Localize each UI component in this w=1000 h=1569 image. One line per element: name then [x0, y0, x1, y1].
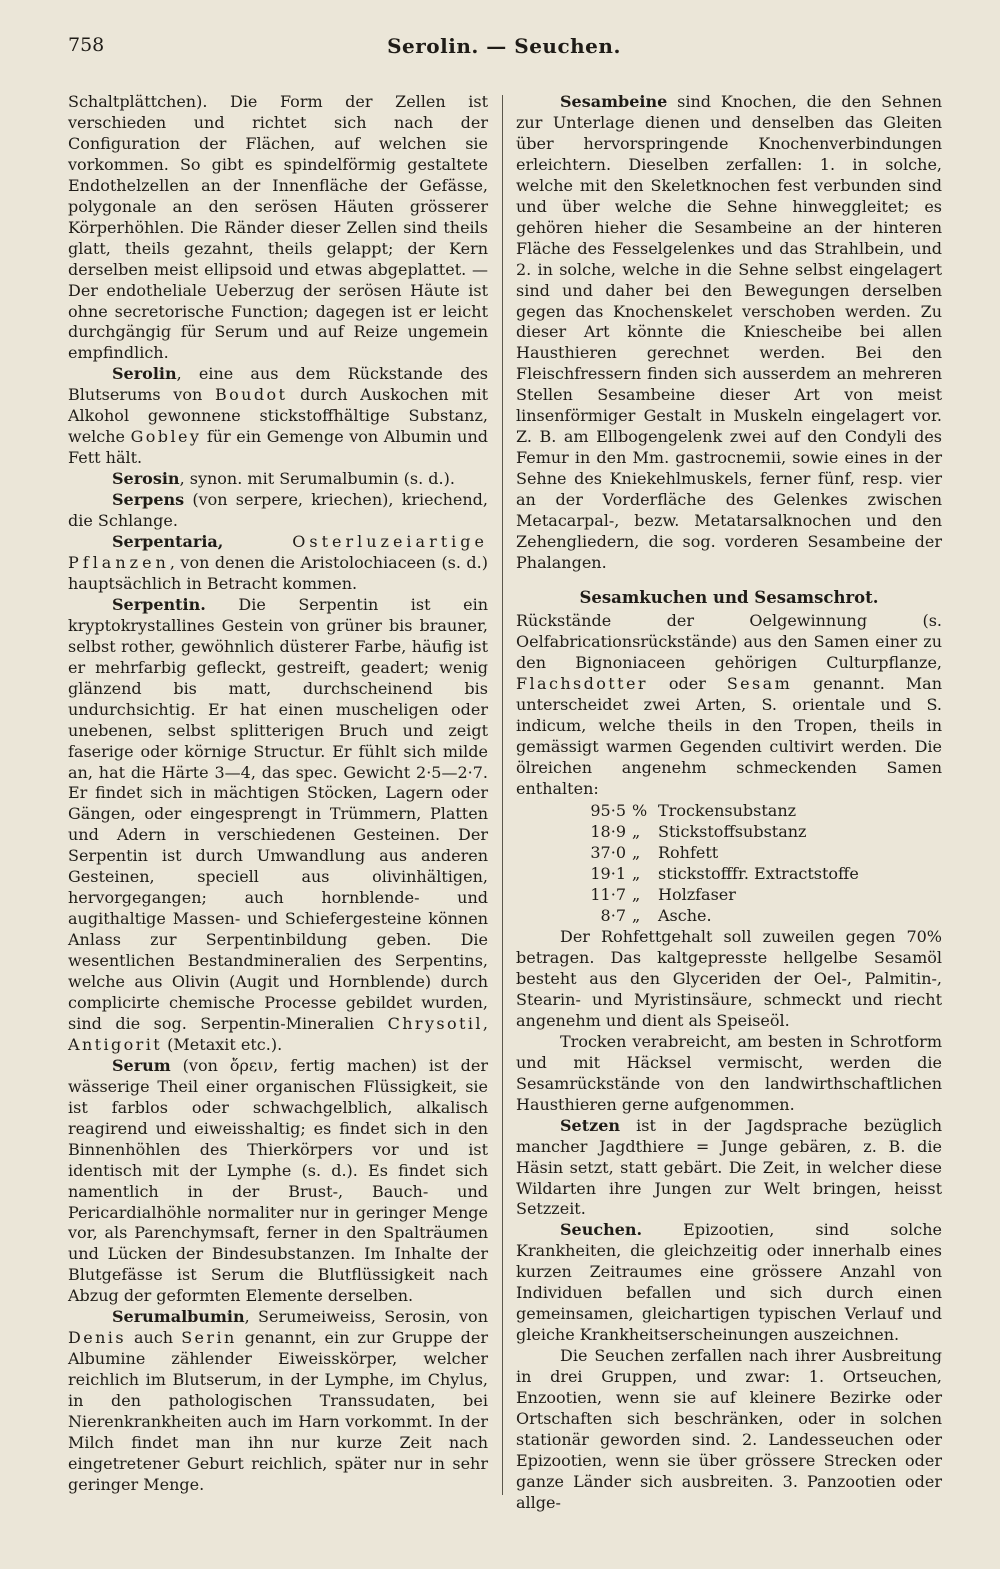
spaced-term: Antigorit	[68, 1034, 163, 1054]
person-name: Boudot	[214, 385, 288, 405]
page-number: 758	[68, 34, 105, 56]
entry-headword: Sesambeine	[560, 92, 668, 111]
composition-row: 18·9 „ Stickstoffsubstanz	[590, 822, 807, 842]
person-name: Gobley	[130, 427, 202, 447]
composition-row: 19·1 „ stickstofffr. Extractstoffe	[590, 864, 859, 884]
spaced-term: Chrysotil	[387, 1013, 483, 1033]
entry-headword: Serolin	[112, 364, 177, 384]
entry-headword: Serum	[112, 1055, 171, 1075]
spaced-term: Serin	[181, 1328, 237, 1348]
endothel-continuation: Schaltplättchen). Die Form der Zellen ist verschieden und richtet sich nach der Configuration der Flächen, auf welchen sie vorkommen. So gibt es spindelförmig gestaltete Endothelzellen an der Innenfläche der Gefässe, polygonale an den serösen Häuten grösserer Körperhöhlen. Die Ränder dieser Zellen sind theils glatt, theils gezahnt, theils gelappt; der Kern derselben meist ellipsoid und etwas abgeplattet. — Der endotheliale Ueberzug der serösen Häute ist ohne secretorische Function; dagegen ist er leicht durchgängig für Serum und auf Reize ungemein empfindlich.	[68, 92, 488, 363]
right-column	[516, 92, 942, 1514]
spaced-term: Sesam	[726, 673, 793, 693]
entry-headword: Serpens	[112, 490, 185, 510]
entry-serpentaria: Serpentaria, Osterluzeiartige Pflanzen, von denen die Aristolochiaceen (s. d.) hauptsächlich in Betracht kommen.	[68, 532, 488, 593]
page-header	[68, 34, 940, 68]
entry-sesambeine: Sesambeine sind Knochen, die den Sehnen zur Unterlage dienen und denselben das Gleiten über hervorspringende Knochenverbindungen erleichtern. Dieselben zerfallen: 1. in solche, welche mit den Skeletknochen fest verbunden sind und über welche die Sehne hinweggleitet; es gehören hieher die Sesambeine an der hinteren Fläche des Fesselgelenkes und das Strahlbein, und 2. in solche, welche in die Sehne selbst eingelagert sind und daher bei den Bewegungen derselben gegen das Knochenskelet verschoben werden. Zu dieser Art könnte die Kniescheibe bei allen Hausthieren gerechnet werden. Bei den Fleischfressern finden sich ausserdem an mehreren Stellen Sesambeine dieser Art von meist linsenförmiger Gestalt in Muskeln eingelagert vor. Z. B. am Ellbogengelenk zwei auf den Condyli des Femur in den Mm. gastrocnemii, sowie eines in der Sehne des Kniekehlmuskels, ferner fünf, resp. vier an der Vorderfläche des Gelenkes zwischen Metacarpal-, bezw. Metatarsalknochen und den Zehengliedern, die sog. vorderen Sesambeine der Phalangen.	[516, 92, 942, 572]
spaced-term: Osterluzeiartige Pflanzen	[68, 532, 488, 572]
composition-table	[516, 801, 942, 927]
person-name: Denis	[68, 1328, 126, 1348]
entry-sesamkuchen: Rückstände der Oelgewinnung (s. Oelfabricationsrückstände) aus den Samen einer zu den Bignoniaceen gehörigen Culturpflanze, Flachsdotter oder Sesam genannt. Man unterscheidet zwei Arten, S. orientale und S. indicum, welche theils in den Tropen, theils in gemässigt warmen Gegenden cultivirt werden. Die ölreichen angenehm schmeckenden Samen enthalten:	[516, 610, 942, 798]
entry-serolin: Serolin, eine aus dem Rückstande des Blutserums von Boudot durch Auskochen mit Alkohol gewonnene stickstoffhältige Substanz, welche Gobley für ein Gemenge von Albumin und Fett hält.	[68, 364, 489, 468]
sesam-oil-paragraph: Der Rohfettgehalt soll zuweilen gegen 70% betragen. Das kaltgepresste hellgelbe Sesamöl besteht aus den Glyceriden der Oel-, Palmitin-, Stearin- und Myristinsäure, schmeckt und riecht angenehm und dient als Speiseöl.	[516, 927, 942, 1030]
entry-headword: Serosin	[112, 469, 180, 489]
running-head: Serolin. — Seuchen.	[387, 34, 621, 58]
entry-setzen: Setzen ist in der Jagdsprache bezüglich mancher Jagdthiere = Junge gebären, z. B. die Häsin setzt, statt gebärt. Die Zeit, in welcher diese Wildarten ihre Jungen zur Welt bringen, heisst Setzzeit.	[516, 1115, 942, 1219]
entry-serpentin: Serpentin. Die Serpentin ist ein kryptokrystallines Gestein von grüner bis brauner, selbst rother, gewöhnlich düsterer Farbe, häufig ist er mehrfarbig gefleckt, gestreift, geadert; wenig glänzend bis matt, durchscheinend bis undurchsichtig. Er hat einen muscheligen oder unebenen, selbst splitterigen Bruch und zeigt faserige oder körnige Structur. Er fühlt sich milde an, hat die Härte 3—4, das spec. Gewicht 2·5—2·7. Er findet sich in mächtigen Stöcken, Lagern oder Gängen, oder eingesprengt in Trümmern, Platten und Adern in verschiedenen Gesteinen. Der Serpentin ist durch Umwandlung aus anderen Gesteinen, speciell aus olivinhältigen, hervorgegangen; auch hornblende- und augithaltige Massen- und Schiefergesteine können Anlass zur Serpentinbildung geben. Die wesentlichen Bestandmineralien des Serpentins, welche aus Olivin (Augit und Hornblende) durch complicirte chemische Processe gebildet wurden, sind die sog. Serpentin-Mineralien Chrysotil, Antigorit (Metaxit etc.).	[68, 594, 488, 1054]
column-divider	[502, 95, 503, 1495]
entry-serosin: Serosin, synon. mit Serumalbumin (s. d.).	[112, 469, 455, 489]
left-column	[68, 92, 488, 1496]
spaced-term: Flachsdotter	[516, 673, 648, 693]
entry-serumalbumin: Serumalbumin, Serumeiweiss, Serosin, von Denis auch Serin genannt, ein zur Gruppe der Albumine zählender Eiweisskörper, welcher reichlich im Blutserum, in der Lymphe, im Chylus, in den pathologischen Transsudaten, bei Nierenkrankheiten auch im Harn vorkommt. In der Milch findet man ihn nur kurze Zeit nach eingetretener Geburt reichlich, später nur in sehr geringer Menge.	[68, 1307, 489, 1494]
entry-serpens: Serpens (von serpere, kriechen), kriechend, die Schlange.	[68, 490, 488, 531]
entry-serum: Serum (von ὄρειν, fertig machen) ist der wässerige Theil einer organischen Flüssigkeit, sie ist farblos oder schwachgelblich, alkalisch reagirend und eiweisshaltig; es findet sich in den Binnenhöhlen des Thierkörpers vor und ist identisch mit der Lymphe (s. d.). Es findet sich namentlich in der Brust-, Bauch- und Pericardialhöhle normaliter nur in geringer Menge vor, als Parenchymsaft, ferner in den Spalträumen und Lücken der Bindesubstanzen. Im Inhalte der Blutgefässe ist Serum die Blutflüssigkeit nach Abzug der geformten Elemente derselben.	[68, 1055, 488, 1306]
composition-row: 11·7 „ Holzfaser	[590, 885, 736, 905]
sesam-feeding-paragraph: Trocken verabreicht, am besten in Schrotform und mit Häcksel vermischt, werden die Sesamrückstände von den landwirthschaftlichen Hausthieren gerne aufgenommen.	[516, 1031, 942, 1114]
entry-headword: Serpentaria,	[112, 532, 224, 552]
seuchen-paragraph-2: Die Seuchen zerfallen nach ihrer Ausbreitung in drei Gruppen, und zwar: 1. Ortseuchen, Enzootien, wenn sie auf kleinere Bezirke oder Ortschaften sich beschränken, oder in solchen stationär geworden sind. 2. Landesseuchen oder Epizootien, wenn sie über grössere Strecken oder ganze Länder sich ausbreiten. 3. Panzootien oder allge-	[516, 1346, 942, 1512]
composition-row: 8·7 „ Asche.	[600, 906, 712, 926]
entry-title-sesamkuchen: Sesamkuchen und Sesamschrot.	[579, 587, 879, 607]
entry-seuchen: Seuchen. Epizootien, sind solche Krankheiten, die gleichzeitig oder innerhalb eines kurzen Zeitraumes eine grössere Anzahl von Individuen befallen und sich durch einen gemeinsamen, gleichartigen typischen Verlauf und gleiche Krankheitserscheinungen auszeichnen.	[516, 1220, 942, 1345]
composition-row: 37·0 „ Rohfett	[590, 843, 719, 863]
composition-row: 95·5 % Trockensubstanz	[590, 801, 797, 821]
entry-headword: Seuchen.	[560, 1220, 643, 1240]
entry-headword: Setzen	[560, 1115, 621, 1135]
entry-headword: Serumalbumin	[112, 1307, 245, 1327]
entry-headword: Serpentin.	[112, 594, 206, 614]
